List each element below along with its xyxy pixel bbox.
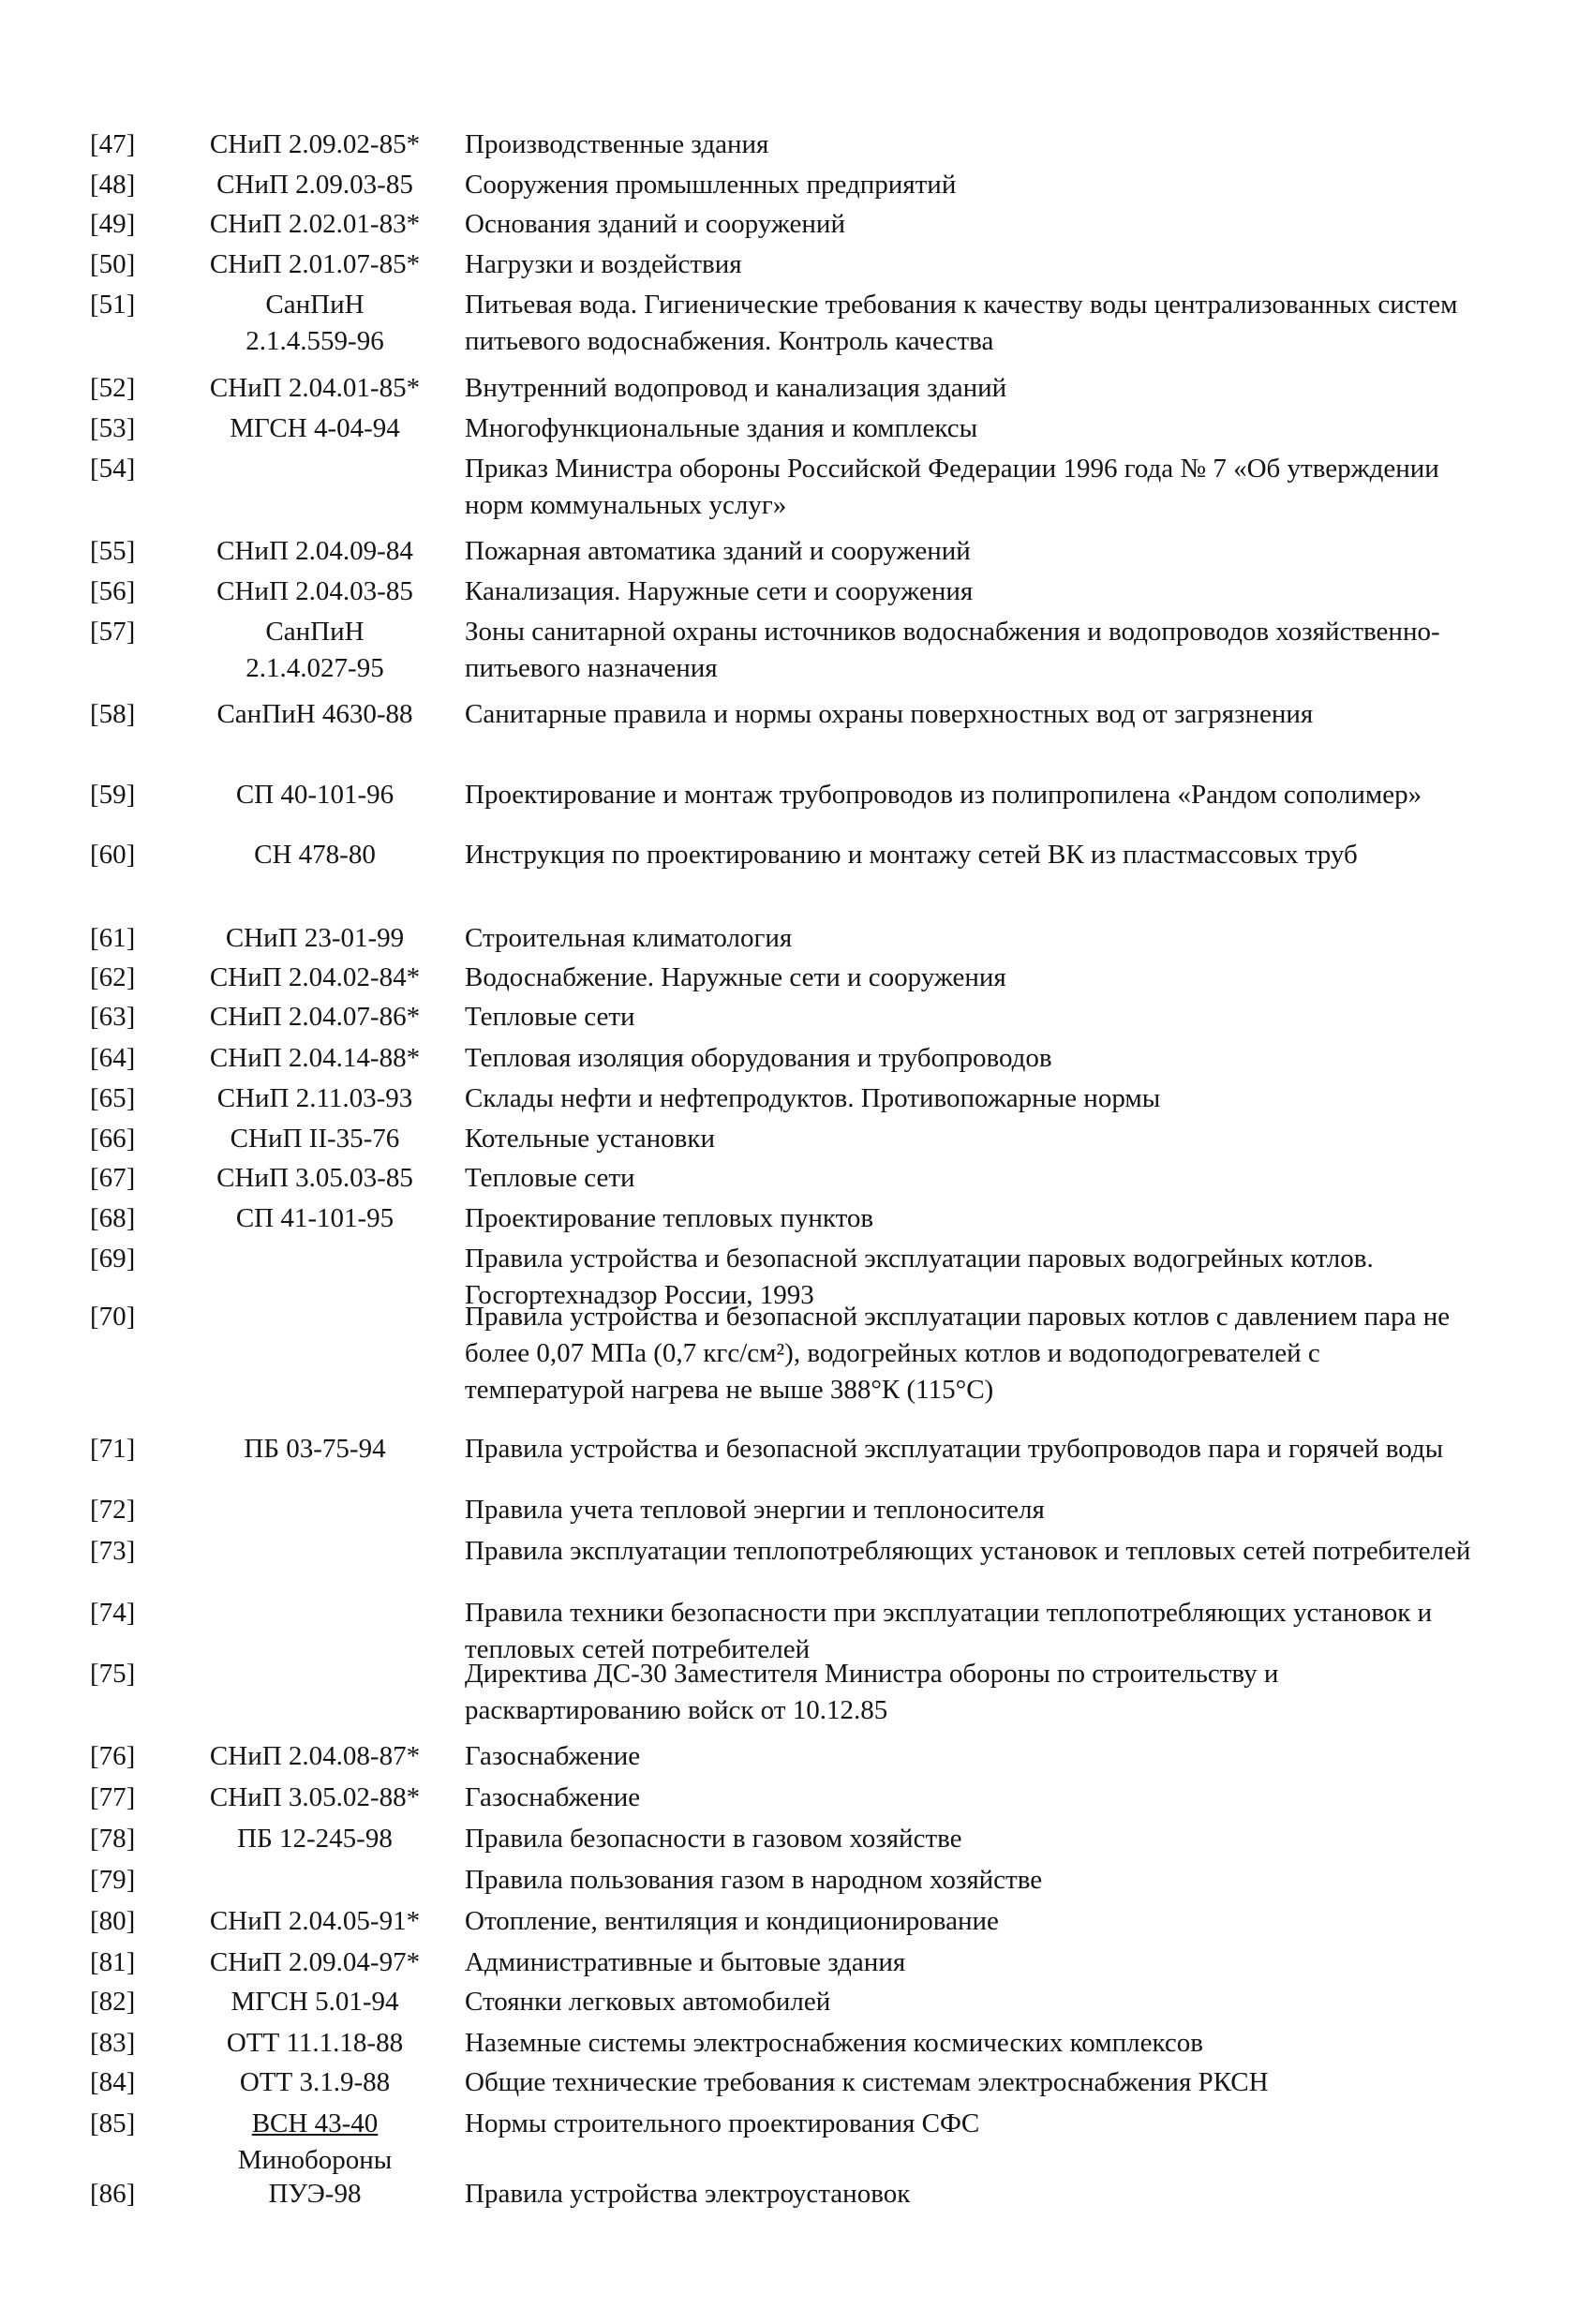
- document-title: Правила устройства и безопасной эксплуатации трубопроводов пара и горячей воды: [465, 1434, 1444, 1464]
- reference-number: [47]: [90, 129, 136, 159]
- reference-number: [72]: [90, 1495, 136, 1525]
- document-title: Стоянки легковых автомобилей: [465, 1987, 831, 2017]
- standard-code: [174, 410, 455, 447]
- standard-code: [174, 167, 455, 203]
- standard-code: [174, 1121, 455, 1157]
- standard-code: [174, 1241, 455, 1277]
- document-title: Внутренний водопровод и канализация зданий: [465, 373, 1007, 403]
- standard-code: [174, 2025, 455, 2062]
- reference-number: [86]: [90, 2179, 136, 2209]
- standard-code: [174, 1080, 455, 1117]
- standard-code: [174, 1040, 455, 1077]
- reference-number: [77]: [90, 1782, 136, 1812]
- document-title: Основания зданий и сооружений: [465, 209, 845, 239]
- reference-number: [64]: [90, 1043, 136, 1073]
- reference-number: [73]: [90, 1536, 136, 1566]
- standard-code-line: СНиП 2.01.07-85*: [209, 249, 421, 279]
- standard-code-line: МГСН 4-04-94: [230, 413, 400, 443]
- standard-code-line: [174, 1241, 455, 1277]
- document-title: Правила техники безопасности при эксплуатации теплопотребляющих установок и тепловых сетей потребителей: [465, 1598, 1433, 1664]
- standard-code: [174, 533, 455, 570]
- standard-code-line: [174, 1492, 455, 1528]
- reference-number: [51]: [90, 290, 136, 320]
- standard-code-line: СанПиН: [265, 617, 365, 647]
- document-title: Приказ Министра обороны Российской Федерации 1996 года № 7 «Об утверждении норм коммунальных услуг»: [465, 454, 1439, 520]
- standard-code: [174, 999, 455, 1035]
- standard-code: [174, 960, 455, 996]
- reference-number: [59]: [90, 780, 136, 810]
- standard-code-line: СНиП 2.09.04-97*: [209, 1947, 421, 1977]
- standard-code: [174, 287, 455, 360]
- reference-number: [76]: [90, 1741, 136, 1771]
- standard-code-line: ОТТ 3.1.9-88: [239, 2067, 391, 2097]
- standard-code: [174, 837, 455, 873]
- document-title: Правила безопасности в газовом хозяйстве: [465, 1824, 962, 1854]
- standard-code-line: СНиП 2.09.02-85*: [209, 129, 421, 159]
- standard-code-line: СН 478-80: [254, 840, 376, 870]
- document-title: Санитарные правила и нормы охраны поверхностных вод от загрязнения: [465, 699, 1314, 729]
- document-title: Нормы строительного проектирования СФС: [465, 2108, 980, 2138]
- standard-code-line: СанПиН: [265, 290, 365, 320]
- reference-number: [54]: [90, 454, 136, 484]
- document-title: Проектирование и монтаж трубопроводов из полипропилена «Рандом сополимер»: [465, 780, 1422, 810]
- document-title: Котельные установки: [465, 1124, 715, 1154]
- reference-number: [83]: [90, 2028, 136, 2058]
- reference-number: [75]: [90, 1659, 136, 1689]
- document-title: Газоснабжение: [465, 1782, 641, 1812]
- standard-code: [174, 1595, 455, 1631]
- reference-number: [70]: [90, 1302, 136, 1332]
- standard-code-line: [174, 1656, 455, 1692]
- reference-number: [65]: [90, 1083, 136, 1113]
- reference-number: [49]: [90, 209, 136, 239]
- document-title: Тепловая изоляция оборудования и трубопроводов: [465, 1043, 1052, 1073]
- standard-code-line: СНиП 3.05.03-85: [216, 1163, 413, 1193]
- reference-number: [61]: [90, 923, 136, 953]
- document-title: Общие технические требования к системам электроснабжения РКСН: [465, 2067, 1269, 2097]
- reference-number: [57]: [90, 617, 136, 647]
- standard-code: [174, 614, 455, 687]
- reference-number: [69]: [90, 1244, 136, 1274]
- standard-code-line: СП 40-101-96: [235, 780, 395, 810]
- standard-code-line: ВСН 43-40: [251, 2108, 379, 2138]
- standard-code-line: [174, 1595, 455, 1631]
- standard-code-line: СНиП 3.05.02-88*: [209, 1782, 421, 1812]
- reference-number: [67]: [90, 1163, 136, 1193]
- standard-code: [174, 1200, 455, 1237]
- reference-number: [81]: [90, 1947, 136, 1977]
- standard-code-line: [174, 1533, 455, 1570]
- standard-code: [174, 1738, 455, 1775]
- standard-code: [174, 370, 455, 407]
- standard-code: [174, 1533, 455, 1570]
- document-title: Административные и бытовые здания: [465, 1947, 906, 1977]
- reference-number: [80]: [90, 1906, 136, 1936]
- document-title: Пожарная автоматика зданий и сооружений: [465, 536, 971, 566]
- standard-code-line: СНиП 2.04.05-91*: [209, 1906, 421, 1936]
- document-title: Правила устройства и безопасной эксплуатации паровых котлов с давлением пара не более 0,07 МПа (0,7 кгс/см²), водогрейных котлов и водоподогревателей с температурой нагрева не выше 388°К (115°С): [465, 1302, 1451, 1405]
- document-title: Питьевая вода. Гигиенические требования к качеству воды централизованных систем питьевого водоснабжения. Контроль качества: [465, 290, 1458, 356]
- standard-code-line: СНиП II-35-76: [230, 1124, 400, 1154]
- reference-number: [85]: [90, 2108, 136, 2138]
- standard-code-line: СНиП 2.04.08-87*: [209, 1741, 421, 1771]
- document-title: Правила эксплуатации теплопотребляющих установок и тепловых сетей потребителей: [465, 1536, 1471, 1566]
- standard-code: [174, 574, 455, 610]
- document-title: Многофункциональные здания и комплексы: [465, 413, 978, 443]
- standard-code-line: СНиП 2.04.03-85: [216, 576, 413, 606]
- standard-code-line: СНиП 2.04.09-84: [216, 536, 413, 566]
- standard-code: [174, 1492, 455, 1528]
- standard-code-line: ПБ 12-245-98: [237, 1824, 393, 1854]
- standard-code: [174, 1944, 455, 1981]
- document-title: Тепловые сети: [465, 1163, 635, 1193]
- document-title: Отопление, вентиляция и кондиционирование: [465, 1906, 999, 1936]
- standard-code-line: СНиП 2.09.03-85: [216, 170, 413, 200]
- document-title: Инструкция по проектированию и монтажу сетей ВК из пластмассовых труб: [465, 840, 1358, 870]
- document-title: Нагрузки и воздействия: [465, 249, 742, 279]
- standard-code: [174, 1780, 455, 1816]
- standard-code: [174, 1821, 455, 1857]
- standard-code-line: ПУЭ-98: [268, 2179, 362, 2209]
- standard-code: [174, 127, 455, 163]
- reference-number: [60]: [90, 840, 136, 870]
- reference-number: [68]: [90, 1203, 136, 1233]
- standard-code: [174, 451, 455, 487]
- standard-code: [174, 1984, 455, 2020]
- document-title: Тепловые сети: [465, 1002, 635, 1032]
- reference-number: [79]: [90, 1865, 136, 1895]
- standard-code: [174, 246, 455, 283]
- standard-code-line: 2.1.4.027-95: [246, 653, 384, 683]
- standard-code: [174, 1299, 455, 1335]
- standard-code-line: СНиП 2.04.02-84*: [209, 962, 421, 992]
- standard-code: [174, 696, 455, 733]
- document-title: Канализация. Наружные сети и сооружения: [465, 576, 974, 606]
- reference-number: [56]: [90, 576, 136, 606]
- standard-code-line: СНиП 2.04.07-86*: [209, 1002, 421, 1032]
- standard-code-line: ПБ 03-75-94: [244, 1434, 386, 1464]
- standard-code-line: [174, 451, 455, 487]
- standard-code-line: МГСН 5.01-94: [231, 1987, 399, 2017]
- reference-number: [53]: [90, 413, 136, 443]
- reference-number: [55]: [90, 536, 136, 566]
- document-title: Зоны санитарной охраны источников водоснабжения и водопроводов хозяйственно-питьевого назначения: [465, 617, 1440, 683]
- document-title: Директива ДС-30 Заместителя Министра обороны по строительству и расквартированию войск от 10.12.85: [465, 1659, 1279, 1725]
- document-title: Сооружения промышленных предприятий: [465, 170, 957, 200]
- reference-number: [63]: [90, 1002, 136, 1032]
- standard-code-line: [174, 1862, 455, 1899]
- document-title: Правила учета тепловой энергии и теплоносителя: [465, 1495, 1045, 1525]
- standard-code-line: СП 41-101-95: [235, 1203, 395, 1233]
- document-title: Склады нефти и нефтепродуктов. Противопожарные нормы: [465, 1083, 1161, 1113]
- reference-number: [74]: [90, 1598, 136, 1628]
- standard-code-line: ОТТ 11.1.18-88: [226, 2028, 404, 2058]
- standard-code-line: 2.1.4.559-96: [246, 326, 384, 356]
- reference-number: [84]: [90, 2067, 136, 2097]
- standard-code: [174, 1656, 455, 1692]
- standard-code: [174, 1431, 455, 1467]
- standard-code-line: СНиП 2.04.01-85*: [209, 373, 421, 403]
- standard-code: [174, 777, 455, 813]
- document-title: Проектирование тепловых пунктов: [465, 1203, 874, 1233]
- standard-code-line: СНиП 2.11.03-93: [216, 1083, 413, 1113]
- standard-code: [174, 2176, 455, 2212]
- standard-code: [174, 1903, 455, 1940]
- standard-code-line: СанПиН 4630-88: [216, 699, 413, 729]
- standard-code: [174, 1160, 455, 1197]
- reference-number: [48]: [90, 170, 136, 200]
- standard-code: [174, 206, 455, 243]
- reference-number: [71]: [90, 1434, 136, 1464]
- document-title: Строительная климатология: [465, 923, 793, 953]
- standard-code-line: СНиП 2.02.01-83*: [209, 209, 421, 239]
- reference-number: [82]: [90, 1987, 136, 2017]
- document-title: Водоснабжение. Наружные сети и сооружения: [465, 962, 1006, 992]
- standard-code-line: СНиП 23-01-99: [225, 923, 405, 953]
- standard-code-line: [174, 1299, 455, 1335]
- reference-number: [66]: [90, 1124, 136, 1154]
- reference-number: [52]: [90, 373, 136, 403]
- standard-code: [174, 920, 455, 957]
- document-title: Производственные здания: [465, 129, 769, 159]
- document-title: Правила устройства электроустановок: [465, 2179, 911, 2209]
- reference-number: [58]: [90, 699, 136, 729]
- document-title: Наземные системы электроснабжения космических комплексов: [465, 2028, 1203, 2058]
- document-title: Правила пользования газом в народном хозяйстве: [465, 1865, 1043, 1895]
- standard-code-line: СНиП 2.04.14-88*: [209, 1043, 421, 1073]
- document-title: Правила устройства и безопасной эксплуатации паровых водогрейных котлов. Госгортехнадзор России, 1993: [465, 1244, 1374, 1310]
- reference-number: [78]: [90, 1824, 136, 1854]
- standard-code: [174, 2064, 455, 2101]
- reference-number: [50]: [90, 249, 136, 279]
- document-title: Газоснабжение: [465, 1741, 641, 1771]
- reference-number: [62]: [90, 962, 136, 992]
- standard-code: [174, 2106, 455, 2179]
- standard-code-line: Минобороны: [237, 2145, 393, 2175]
- standard-code: [174, 1862, 455, 1899]
